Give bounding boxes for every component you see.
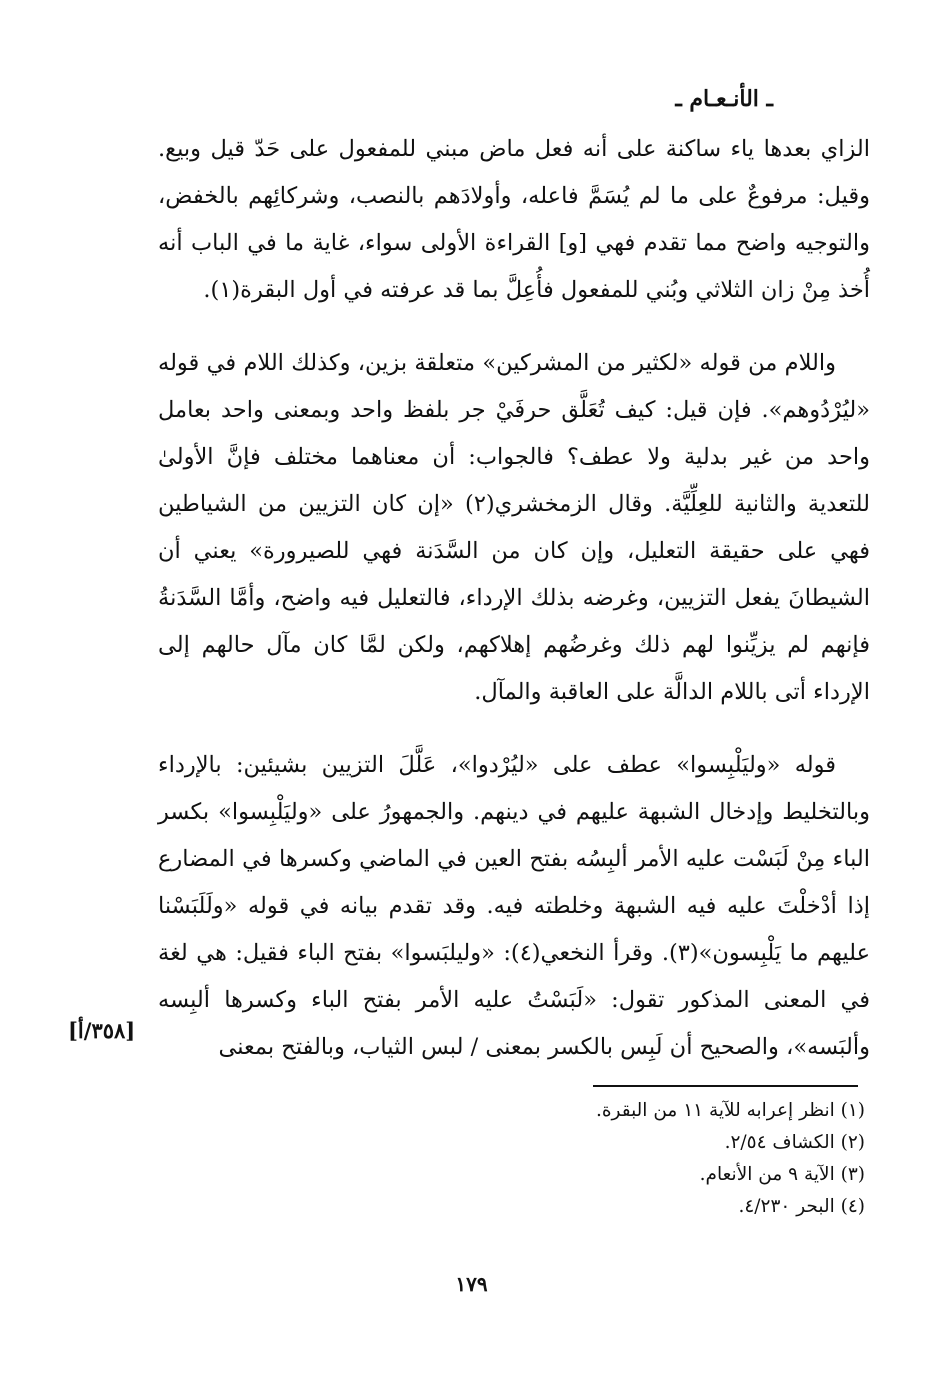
footnotes bbox=[265, 1095, 865, 1223]
paragraph-1: الزاي بعدها ياء ساكنة على أنه فعل ماض مبني للمفعول على حَدّ قيل وبيع. وقيل: مرفوعٌ على ما لم يُسَمَّ فاعله، وأولادَهم بالنصب، وشركائِهم بالخفض، والتوجيه واضح مما تقدم فهي [و] القراءة الأولى سواء، غاية ما في الباب أنه أُخذ مِنْ زان الثلاثي وبُني للمفعول فأُعِلَّ بما قد عرفته في أول البقرة(١). bbox=[158, 136, 870, 303]
page-number: ١٧٩ bbox=[455, 1272, 488, 1296]
footnote-4: (٤) البحر ٤/٢٣٠. bbox=[738, 1196, 865, 1217]
running-head: ـ الأنـعـام ـ bbox=[675, 86, 773, 112]
footnote-3: (٣) الآية ٩ من الأنعام. bbox=[699, 1164, 865, 1185]
footnote-1: (١) انظر إعرابه للآية ١١ من البقرة. bbox=[595, 1100, 865, 1121]
paragraph-3: قوله «وليَلْبِسوا» عطف على «ليُرْدوا»، عَلَّلَ التزيين بشيئين: بالإرداء وبالتخليط وإدخال الشبهة عليهم في دينهم. والجمهورُ على «وليَلْبِسوا» بكسر الباء مِنْ لَبَسْت عليه الأمر ألبِسُه بفتح العين في الماضي وكسرها في المضارع إذا أدْخلْتَ عليه فيه الشبهة وخلطته فيه. وقد تقدم بيانه في قوله «ولَلَبَسْنا عليهم ما يَلْبِسون»(٣). وقرأ النخعي(٤): «وليلبَسوا» بفتح الباء فقيل: هي لغة في المعنى المذكور تقول: «لَبَسْتُ عليه الأمر بفتح الباء وكسرها ألبِسه وألبَسه»، والصحيح أن لَبِس بالكسر بمعنى / لبس الثياب، وبالفتح بمعنى bbox=[158, 752, 870, 1060]
footnote-2: (٢) الكشاف ٢/٥٤. bbox=[724, 1132, 865, 1153]
main-text bbox=[158, 126, 870, 1097]
footnote-divider bbox=[593, 1085, 858, 1087]
manuscript-folio-reference: [٣٥٨/أ] bbox=[68, 1018, 136, 1043]
paragraph-2: واللام من قوله «لكثير من المشركين» متعلقة بزين، وكذلك اللام في قوله «ليُرْدُوهم». فإن قيل: كيف تُعَلَّق حرفَيْ جر بلفظ واحد وبمعنى واحد بعامل واحد من غير بدلية ولا عطف؟ فالجواب: أن معناهما مختلف فإنَّ الأولىٰ للتعدية والثانية للعِلِّيَّة. وقال الزمخشري(٢) «إن كان التزيين من الشياطين فهي على حقيقة التعليل، وإن كان من السَّدَنة فهي للصيرورة» يعني أن الشيطانَ يفعل التزيين، وغرضه بذلك الإرداء، فالتعليل فيه واضح، وأمَّا السَّدَنةُ فإنهم لم يزيِّنوا لهم ذلك وغرضُهم إهلاكهم، ولكن لمَّا كان مآل حالهم إلى الإرداء أتى باللام الدالَّة على العاقبة والمآل. bbox=[158, 350, 871, 705]
